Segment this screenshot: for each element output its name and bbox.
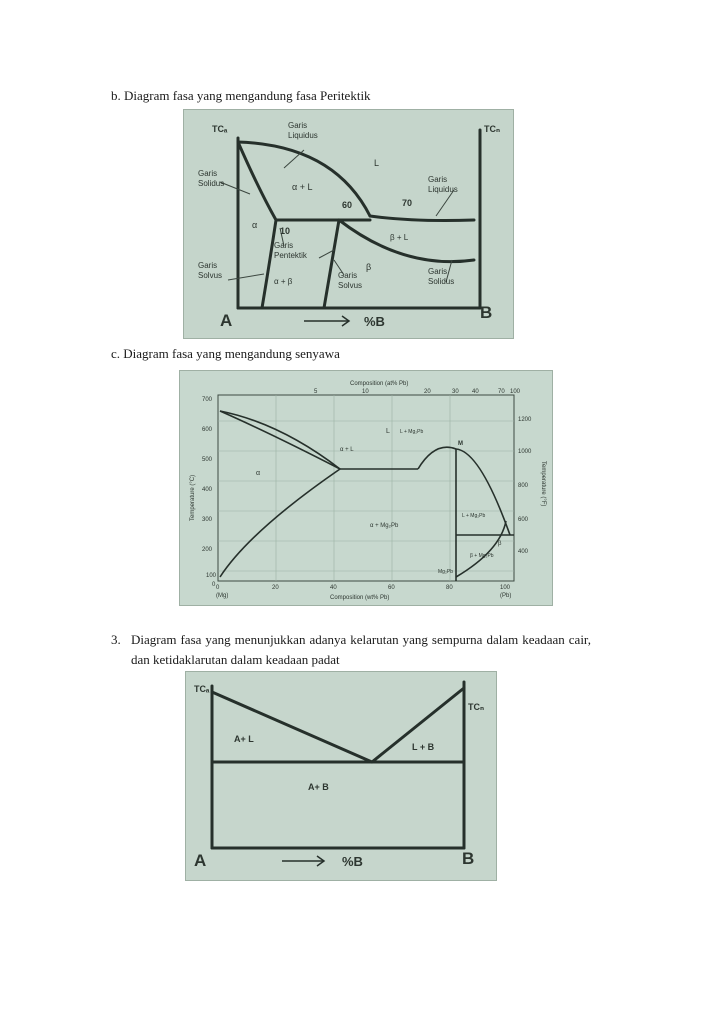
- liquidus-line-label: Garis Liquidus: [288, 121, 318, 140]
- top-tick-label: 30: [452, 389, 459, 395]
- liquid-region-label: L: [386, 428, 390, 435]
- composition-70-label: 70: [402, 198, 413, 208]
- right-axis-title: Temperature (°F): [540, 461, 546, 507]
- composition-60-label: 60: [342, 200, 353, 210]
- bottom-tick-label: 20: [272, 585, 279, 591]
- component-b-label: B: [462, 849, 475, 868]
- left-tick-label: 500: [202, 457, 213, 463]
- component-b-label: B: [480, 303, 493, 322]
- right-tick-label: 1000: [518, 449, 532, 455]
- solidus-line-label-left: Garis Solidus: [198, 169, 225, 188]
- alpha-l-region-label: α + L: [292, 182, 313, 192]
- left-axis-title: Temperature (°C): [190, 474, 196, 521]
- beta-region-label: β: [498, 541, 502, 547]
- caption-compound: c. Diagram fasa yang mengandung senyawa: [111, 346, 340, 361]
- bottom-end-right: (Pb): [500, 593, 512, 599]
- alpha-l-region-label: α + L: [340, 447, 354, 453]
- item-3-number: 3.: [111, 632, 121, 647]
- tc-a-label: TCₐ: [194, 684, 210, 694]
- beta-region-label: β: [366, 262, 372, 272]
- left-tick-label: 700: [202, 397, 213, 403]
- alpha-region-label: α: [252, 220, 258, 230]
- component-a-label: A: [194, 851, 207, 870]
- a-l-region-label: A+ L: [234, 734, 254, 744]
- alpha-mg2pb-region-label: α + Mg₂Pb: [370, 523, 399, 529]
- composition-10-label: 10: [280, 226, 291, 236]
- compound-phase-diagram: [179, 370, 553, 606]
- top-tick-label: 20: [424, 389, 431, 395]
- bottom-tick-label: 0: [216, 585, 220, 591]
- item-3-text: Diagram fasa yang menunjukkan adanya kelarutan yang sempurna dalam keadaan cair, dan ketidaklarutan dalam keadaan padat: [131, 632, 591, 667]
- solvus-line-label-mid: Garis Solvus: [338, 271, 363, 290]
- a-b-region-label: A+ B: [308, 782, 329, 792]
- bottom-tick-label: 40: [330, 585, 337, 591]
- liquid-region-label: L: [374, 158, 380, 168]
- percent-b-label: %B: [364, 314, 385, 329]
- peritectic-phase-diagram: [183, 109, 514, 339]
- top-tick-label: 100: [510, 389, 521, 395]
- top-axis-title: Composition (at% Pb): [350, 381, 409, 387]
- bottom-tick-label: 80: [446, 585, 453, 591]
- left-tick-label: 600: [202, 427, 213, 433]
- left-tick-label: 300: [202, 517, 213, 523]
- liquidus-line-label-right: Garis Liquidus: [428, 175, 458, 194]
- tc-b-label: TCₙ: [468, 702, 485, 712]
- alpha-beta-region-label: α + β: [274, 277, 293, 286]
- solidus-line-label-right: Garis Solidus: [428, 267, 455, 286]
- l-mg2pb-region-label: L + Mg₂Pb: [462, 513, 486, 519]
- right-tick-label: 800: [518, 483, 529, 489]
- percent-b-label: %B: [342, 854, 363, 869]
- m-point-label: M: [458, 441, 463, 447]
- beta-mg2pb-region-label: β + Mg₂Pb: [470, 553, 494, 559]
- item-3: [111, 630, 591, 670]
- bottom-axis-title: Composition (wt% Pb): [330, 595, 390, 601]
- top-tick-label: 5: [314, 389, 318, 395]
- right-tick-label: 600: [518, 517, 529, 523]
- bottom-end-left: (Mg): [216, 593, 229, 599]
- alpha-region-label: α: [256, 470, 261, 477]
- top-tick-label: 70: [498, 389, 505, 395]
- l-mg2pb-top-label: L + Mg₂Pb: [400, 429, 424, 435]
- tc-b-label: TCₙ: [484, 124, 501, 134]
- mg2pb-label: Mg₂Pb: [438, 569, 454, 575]
- right-tick-label: 400: [518, 549, 529, 555]
- caption-peritectic: b. Diagram fasa yang mengandung fasa Peritektik: [111, 88, 371, 103]
- beta-l-region-label: β + L: [390, 233, 409, 242]
- right-tick-label: 1200: [518, 417, 532, 423]
- left-tick-label: 400: [202, 487, 213, 493]
- bottom-tick-label: 60: [388, 585, 395, 591]
- solvus-line-label-left: Garis Solvus: [198, 261, 223, 280]
- bottom-tick-label: 100: [500, 585, 511, 591]
- component-a-label: A: [220, 311, 233, 330]
- pentektik-line-label: Garis Pentektik: [274, 241, 307, 260]
- top-tick-label: 40: [472, 389, 479, 395]
- top-tick-label: 10: [362, 389, 369, 395]
- eutectic-phase-diagram: [185, 671, 497, 881]
- left-tick-label: 100: [206, 573, 217, 579]
- left-tick-label: 200: [202, 547, 213, 553]
- tc-a-label: TCₐ: [212, 124, 228, 134]
- left-tick-label: 0: [212, 582, 216, 588]
- l-b-region-label: L + B: [412, 742, 435, 752]
